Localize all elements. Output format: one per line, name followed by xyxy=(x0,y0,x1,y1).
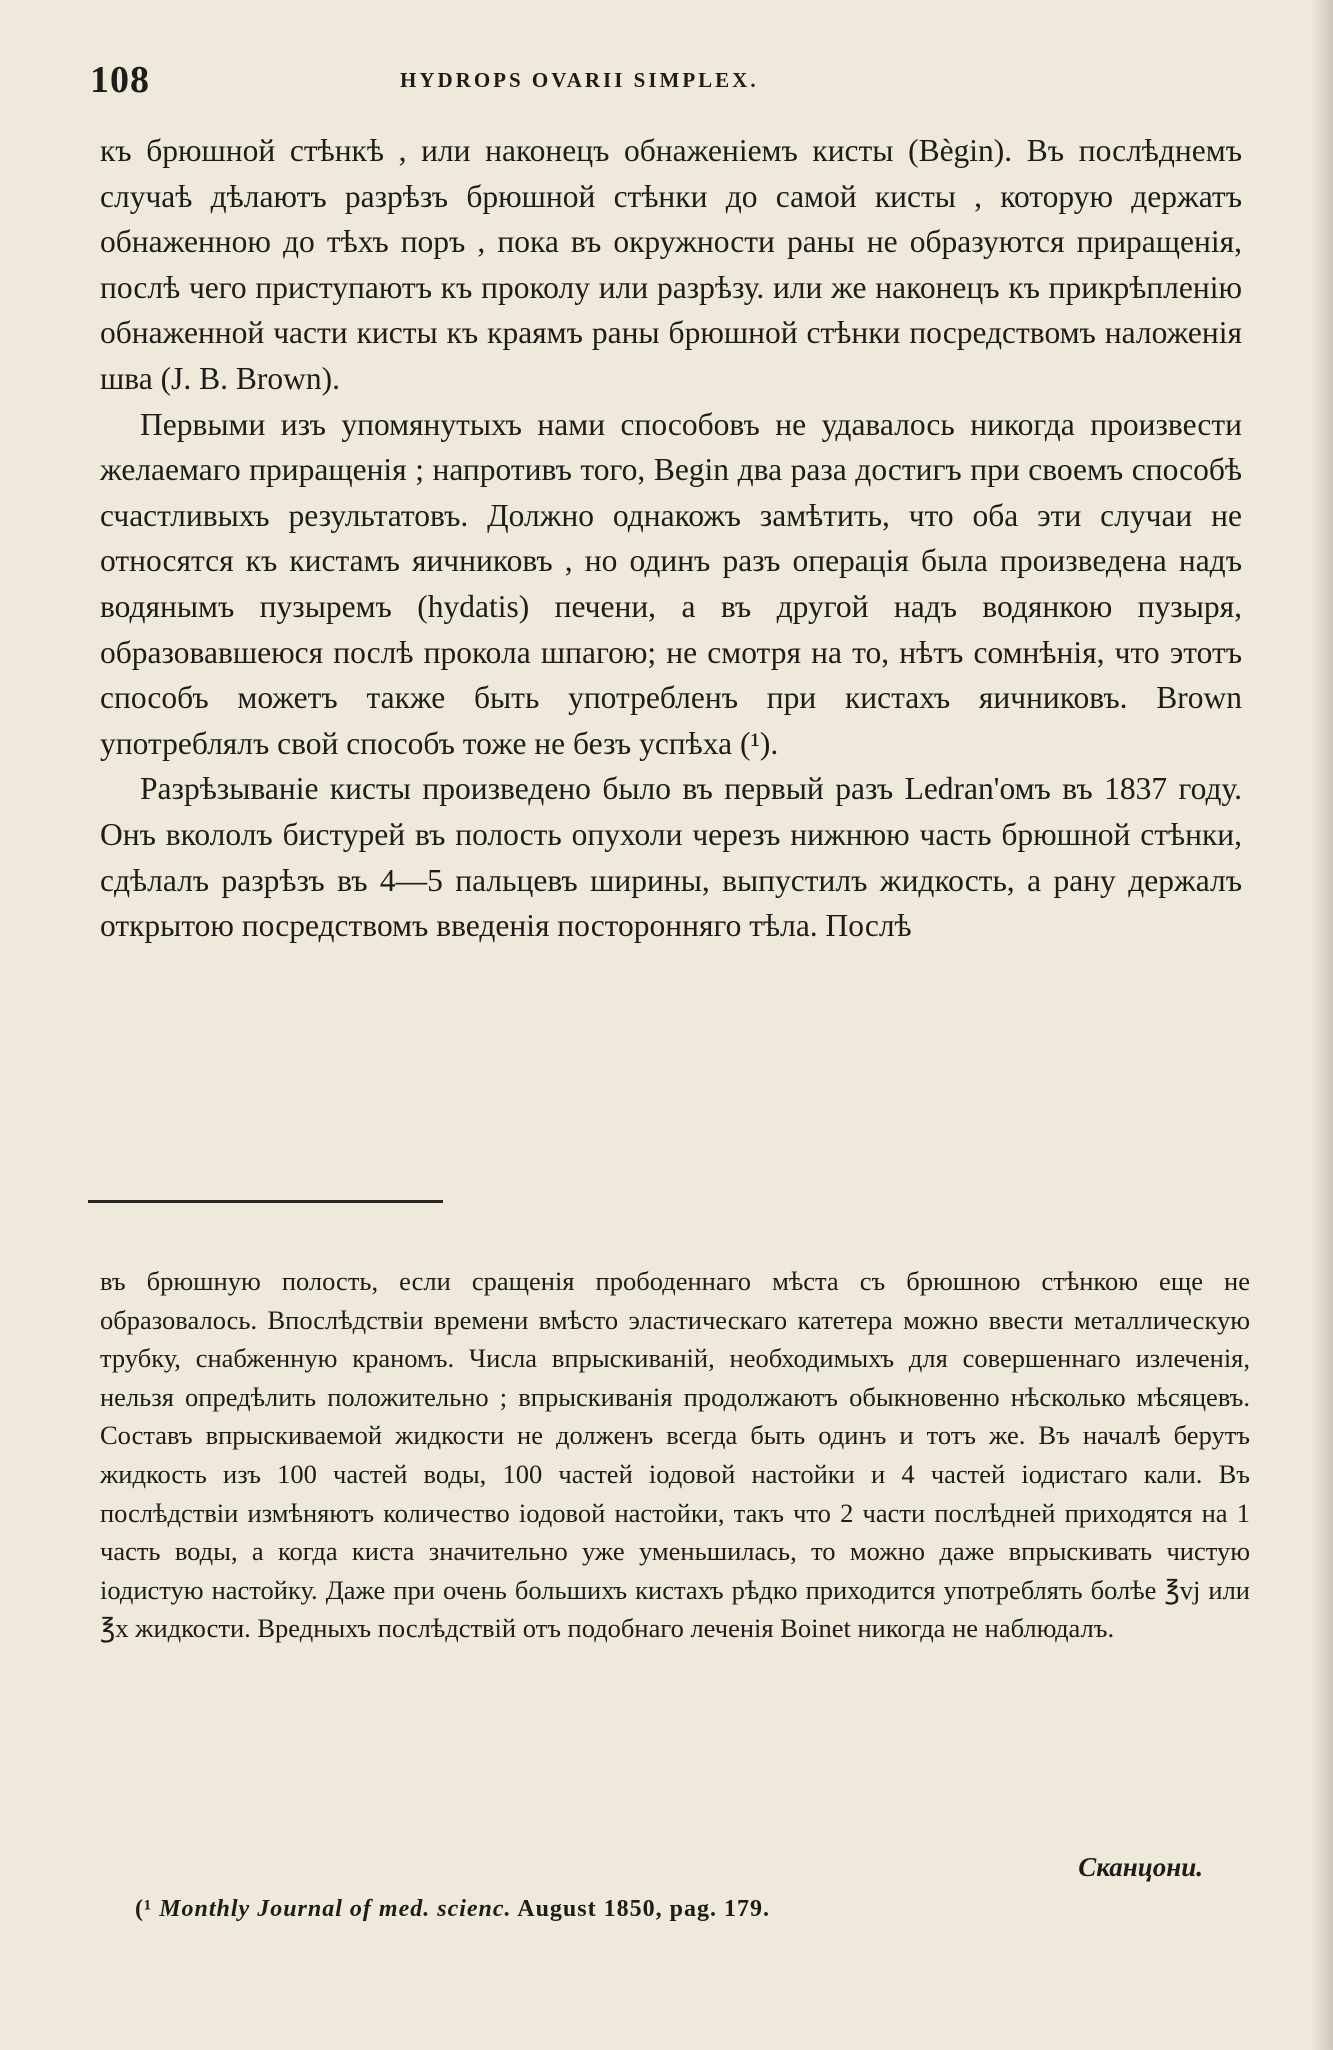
paragraph-3: Разрѣзываніе кисты произведено было въ первый разъ Ledran'омъ въ 1837 году. Онъ вкололъ бистурей въ полость опухоли черезъ нижнюю часть брюшной стѣнки, сдѣлалъ разрѣзъ въ 4—5 пальцевъ ширины, выпустилъ жидкость, а рану держалъ открытою посредствомъ введенія посторонняго тѣла. Послѣ xyxy=(100,771,1242,944)
running-head xyxy=(90,58,1240,102)
author-signature: Сканцони. xyxy=(1078,1852,1203,1882)
paragraph-2: Первыми изъ упомянутыхъ нами способовъ не удавалось никогда произвести желаемаго приращенія ; напротивъ того, Begin два раза достигъ при своемъ способѣ счастливыхъ результатовъ. Должно однакожъ замѣтить, что оба эти случаи не относятся къ кистамъ яичниковъ , но одинъ разъ операція была произведена надъ водянымъ пузыремъ (hydatis) печени, а въ другой надъ водянкою пузыря, образовавшеюся послѣ прокола шпагою; не смотря на то, нѣтъ сомнѣнія, что этотъ способъ можетъ также быть употребленъ при кистахъ яичниковъ. Brown употреблялъ свой способъ тоже не безъ успѣха (¹). xyxy=(100,406,1242,761)
footnote-paragraph: въ брюшную полость, если сращенія прободеннаго мѣста съ брюшною стѣнкою еще не образовалось. Впослѣдствіи времени вмѣсто эластическаго катетера можно ввести металлическую трубку, снабженную краномъ. Числа впрыскиваній, необходимыхъ для совершеннаго излеченія, нельзя опредѣлить положительно ; впрыскиванія продолжаютъ обыкновенно нѣсколько мѣсяцевъ. Составъ впрыскиваемой жидкости не долженъ всегда быть одинъ и тотъ же. Въ началѣ берутъ жидкость изъ 100 частей воды, 100 частей іодовой настойки и 4 частей іодистаго кали. Въ послѣдствіи измѣняютъ количество іодовой настойки, такъ что 2 части послѣдней приходятся на 1 часть воды, а когда киста значительно уже уменьшилась, то можно даже впрыскивать чистую іодистую настойку. Даже при очень большихъ кистахъ рѣдко приходится употреблять болѣе ℥vj или ℥x жидкости. Вредныхъ послѣдствій отъ подобнаго леченія Boinet никогда не наблюдалъ. xyxy=(100,1266,1250,1644)
running-title: HYDROPS OVARII SIMPLEX. xyxy=(400,68,759,92)
page-number: 108 xyxy=(90,59,150,101)
bibliographic-reference xyxy=(135,1896,770,1923)
footnote-divider xyxy=(88,1200,443,1203)
reference-details: August 1850, pag. 179. xyxy=(517,1896,770,1922)
footnote-continuation xyxy=(100,1262,1250,1648)
paragraph-1: къ брюшной стѣнкѣ , или наконецъ обнаженіемъ кисты (Bègin). Въ послѣднемъ случаѣ дѣлаютъ разрѣзъ брюшной стѣнки до самой кисты , которую держатъ обнаженною до тѣхъ поръ , пока въ окружности раны не образуются приращенія, послѣ чего приступаютъ къ проколу или разрѣзу. или же наконецъ къ прикрѣпленію обнаженной части кисты къ краямъ раны брюшной стѣнки посредствомъ наложенія шва (J. B. Brown). xyxy=(100,133,1242,396)
reference-journal: Monthly Journal of med. scienc. xyxy=(159,1896,512,1922)
reference-marker: (¹ xyxy=(135,1896,153,1922)
main-text xyxy=(100,128,1242,949)
page-edge-shadow xyxy=(1311,0,1333,2050)
